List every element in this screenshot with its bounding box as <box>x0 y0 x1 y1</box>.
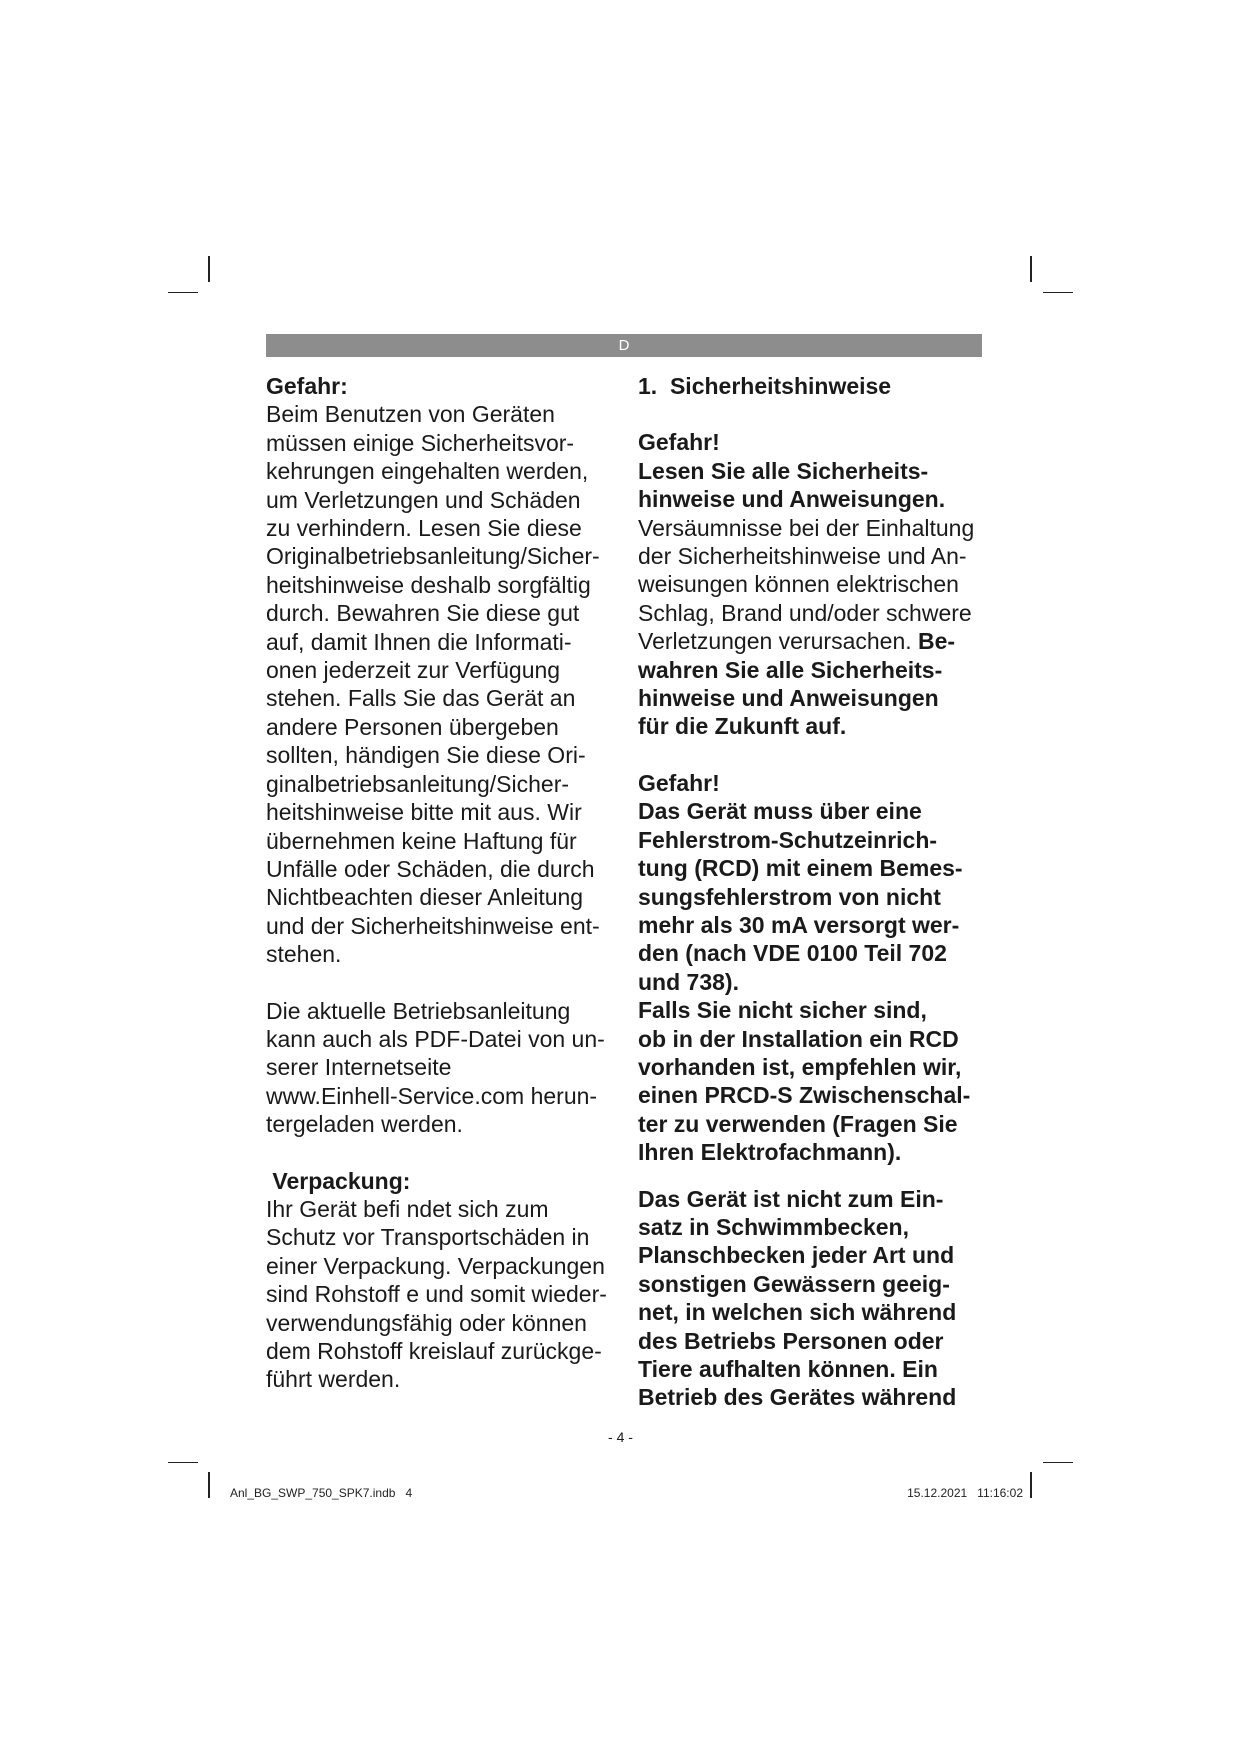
text-line: und der Sicherheitshinweise ent- <box>266 912 600 939</box>
text-line: Betrieb des Gerätes während <box>638 1384 957 1411</box>
text-line: sonstigen Gewässern geeig- <box>638 1270 950 1297</box>
website-line: www.Einhell-Service.com herun- <box>266 1082 598 1109</box>
warning-title: Gefahr! <box>638 429 720 456</box>
text-line: Originalbetriebsanleitung/Sicher- <box>266 543 600 570</box>
text-line: Versäumnisse bei der Einhaltung <box>638 514 975 541</box>
crop-mark <box>168 1462 198 1463</box>
language-code: D <box>618 337 630 354</box>
text-line: Nichtbeachten dieser Anleitung <box>266 884 584 911</box>
text-line: Das Gerät ist nicht zum Ein- <box>638 1185 944 1212</box>
text-line: tung (RCD) mit einem Bemes- <box>638 855 963 882</box>
text-line: um Verletzungen und Schäden <box>266 486 581 513</box>
crop-mark <box>1043 1462 1073 1463</box>
text-line: durch. Bewahren Sie diese gut <box>266 600 580 627</box>
text-line: hinweise und Anweisungen <box>638 685 939 712</box>
text-line: und 738). <box>638 968 739 995</box>
text-line: ter zu verwenden (Fragen Sie <box>638 1110 958 1137</box>
text-line: serer Internetseite <box>266 1054 452 1081</box>
crop-mark <box>1030 256 1032 282</box>
text-line: vorhanden ist, empfehlen wir, <box>638 1053 962 1080</box>
text-line <box>638 627 988 655</box>
text-line: mehr als 30 mA versorgt wer- <box>638 911 960 938</box>
text-line: Die aktuelle Betriebsanleitung <box>266 997 571 1024</box>
text-line: Ihr Gerät befi ndet sich zum <box>266 1195 549 1222</box>
section-title: 1. Sicherheitshinweise <box>638 373 892 399</box>
text-line: net, in welchen sich während <box>638 1299 957 1326</box>
text-line: übernehmen keine Haftung für <box>266 827 577 854</box>
text-line: der Sicherheitshinweise und An- <box>638 543 967 570</box>
text-line: einer Verpackung. Verpackungen <box>266 1252 605 1279</box>
text-line: ginalbetriebsanleitung/Sicher- <box>266 770 570 797</box>
text-line: andere Personen übergeben <box>266 713 559 740</box>
text-line: zu verhindern. Lesen Sie diese <box>266 515 582 542</box>
text-line: sind Rohstoff e und somit wieder- <box>266 1281 607 1308</box>
page-number: - 4 - <box>608 1429 633 1445</box>
text-line: hinweise und Anweisungen. <box>638 486 946 513</box>
text-line: einen PRCD-S Zwischenschal- <box>638 1082 971 1109</box>
text-line: ob in der Installation ein RCD <box>638 1025 959 1052</box>
text-line: dem Rohstoff kreislauf zurückge- <box>266 1338 602 1364</box>
text-line: Ihren Elektrofachmann). <box>638 1139 902 1166</box>
text-line: Tiere aufhalten können. Ein <box>638 1356 938 1382</box>
footer-file: Anl_BG_SWP_750_SPK7.indb 4 <box>230 1486 413 1500</box>
crop-mark <box>208 256 210 282</box>
footer-timestamp: 15.12.2021 11:16:02 <box>907 1486 1023 1500</box>
text-segment: Verletzungen verursachen. <box>638 628 919 655</box>
text-line: verwendungsfähig oder können <box>266 1309 587 1336</box>
text-line: müssen einige Sicherheitsvor- <box>266 429 575 456</box>
text-line: onen jederzeit zur Verfügung <box>266 657 561 684</box>
text-line: kehrungen eingehalten werden, <box>266 458 589 485</box>
text-line: heitshinweise bitte mit aus. Wir <box>266 799 582 826</box>
warning-title: Gefahr! <box>638 769 720 796</box>
text-line: satz in Schwimmbecken, <box>638 1213 909 1240</box>
text-line: führt werden. <box>266 1366 401 1393</box>
language-header-bar <box>266 334 982 357</box>
packaging-heading: Verpackung: <box>266 1167 411 1194</box>
text-line: Schlag, Brand und/oder schwere <box>638 599 972 626</box>
text-line: für die Zukunft auf. <box>638 713 847 740</box>
text-line: Das Gerät muss über eine <box>638 798 922 825</box>
text-line: tergeladen werden. <box>266 1111 463 1138</box>
text-line: Falls Sie nicht sicher sind, <box>638 997 927 1024</box>
text-line: des Betriebs Personen oder <box>638 1327 944 1354</box>
text-line: wahren Sie alle Sicherheits- <box>638 656 943 683</box>
text-line: Beim Benutzen von Geräten <box>266 401 555 428</box>
text-line: Schutz vor Transportschäden in <box>266 1224 590 1251</box>
text-line: Lesen Sie alle Sicherheits- <box>638 457 929 484</box>
text-line: Planschbecken jeder Art und <box>638 1242 955 1269</box>
crop-mark <box>1030 1472 1032 1498</box>
text-line: sungsfehlerstrom von nicht <box>638 883 941 910</box>
crop-mark <box>168 292 198 293</box>
crop-mark <box>208 1472 210 1498</box>
text-line: kann auch als PDF-Datei von un- <box>266 1025 605 1052</box>
right-column <box>638 372 988 1412</box>
text-line: Unfälle oder Schäden, die durch <box>266 855 595 882</box>
text-line: auf, damit Ihnen die Informati- <box>266 628 572 655</box>
text-line: stehen. Falls Sie das Gerät an <box>266 685 576 712</box>
text-line: weisungen können elektrischen <box>638 571 959 598</box>
text-line: Fehlerstrom-Schutzeinrich- <box>638 826 938 853</box>
danger-heading: Gefahr: <box>266 373 348 399</box>
left-column <box>266 372 616 1394</box>
text-segment: Be- <box>918 628 956 655</box>
crop-mark <box>1043 292 1073 293</box>
text-line: heitshinweise deshalb sorgfältig <box>266 571 591 598</box>
text-line: sollten, händigen Sie diese Ori- <box>266 742 586 769</box>
text-line: stehen. <box>266 941 342 968</box>
text-line: den (nach VDE 0100 Teil 702 <box>638 940 947 967</box>
